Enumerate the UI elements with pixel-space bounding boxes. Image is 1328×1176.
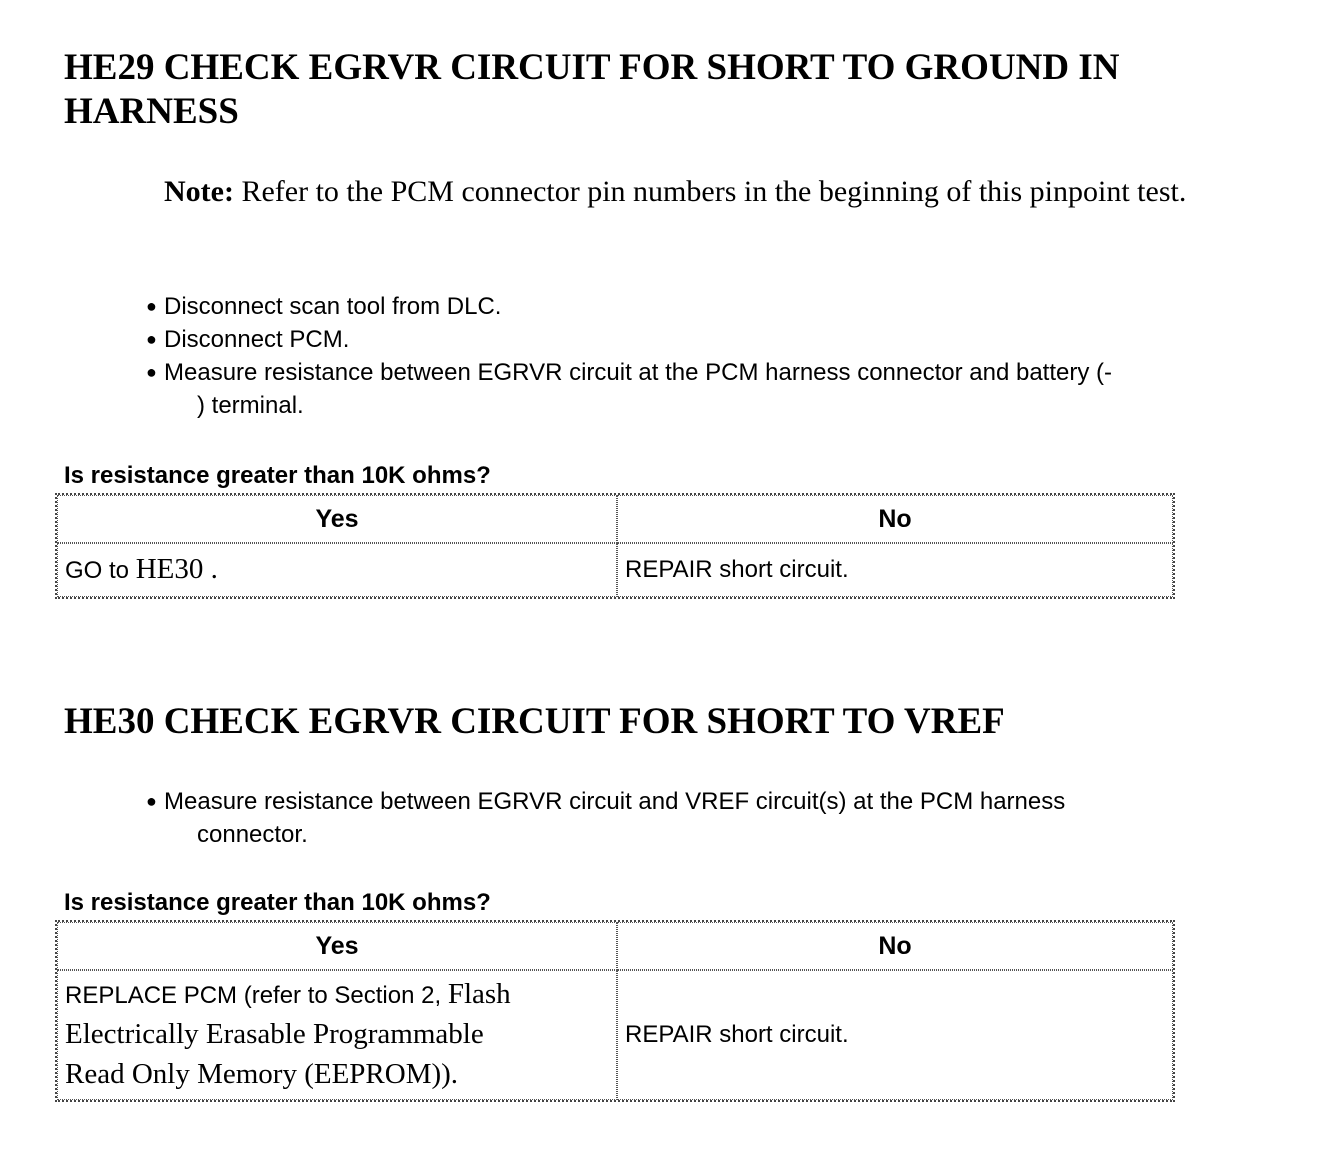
table-header-row	[57, 922, 1173, 970]
bullet-icon: ●	[146, 791, 157, 811]
yes-header: Yes	[57, 495, 617, 543]
note-label: Note:	[164, 175, 234, 208]
step-text-line2: connector.	[197, 821, 308, 848]
list-item	[146, 356, 1266, 422]
no-header: No	[617, 922, 1173, 970]
he29-heading	[64, 46, 1244, 134]
table-header-row	[57, 495, 1173, 543]
step-text-line2: ) terminal.	[197, 392, 304, 419]
he29-heading-line1: HE29 CHECK EGRVR CIRCUIT FOR SHORT TO GROUND IN	[64, 47, 1120, 88]
list-item	[146, 323, 1266, 356]
list-item	[146, 290, 1266, 323]
bullet-icon: ●	[146, 296, 157, 316]
link-text-2[interactable]: Electrically Erasable Programmable	[65, 1018, 484, 1050]
table-row	[57, 543, 1173, 597]
step-text	[164, 356, 1266, 422]
note-text: Refer to the PCM connector pin numbers in the beginning of this pinpoint test.	[241, 175, 1187, 208]
yes-header: Yes	[57, 922, 617, 970]
yes-cell	[57, 543, 617, 597]
table-row	[57, 970, 1173, 1100]
he29-decision-table	[55, 493, 1175, 599]
step-text: Disconnect PCM.	[164, 326, 350, 353]
link-text-1[interactable]: Flash	[447, 978, 511, 1010]
step-text-line1: Measure resistance between EGRVR circuit at the PCM harness connector and battery (-	[164, 359, 1112, 386]
bullet-icon: ●	[146, 362, 157, 382]
no-header: No	[617, 495, 1173, 543]
step-text	[164, 785, 1266, 851]
bullet-icon: ●	[146, 329, 157, 349]
link-text-3[interactable]: Read Only Memory (EEPROM)).	[65, 1058, 459, 1090]
he29-heading-line2: HARNESS	[64, 91, 239, 132]
he30-decision-table	[55, 920, 1175, 1102]
list-item	[146, 785, 1266, 851]
he29-steps-list	[146, 290, 1266, 422]
yes-cell	[57, 970, 617, 1100]
no-cell: REPAIR short circuit.	[617, 970, 1173, 1100]
yes-cell-prefix: GO to	[65, 557, 136, 584]
he30-link[interactable]: HE30 .	[135, 553, 218, 585]
he29-question: Is resistance greater than 10K ohms?	[64, 462, 491, 489]
no-cell: REPAIR short circuit.	[617, 543, 1173, 597]
he30-steps-list	[146, 785, 1266, 851]
he29-note	[164, 173, 1254, 211]
step-text-line1: Measure resistance between EGRVR circuit and VREF circuit(s) at the PCM harness	[164, 788, 1066, 815]
he30-heading: HE30 CHECK EGRVR CIRCUIT FOR SHORT TO VREF	[64, 701, 1005, 742]
yes-cell-prefix: REPLACE PCM (refer to Section 2,	[65, 982, 448, 1009]
step-text: Disconnect scan tool from DLC.	[164, 293, 502, 320]
he30-question: Is resistance greater than 10K ohms?	[64, 889, 491, 916]
